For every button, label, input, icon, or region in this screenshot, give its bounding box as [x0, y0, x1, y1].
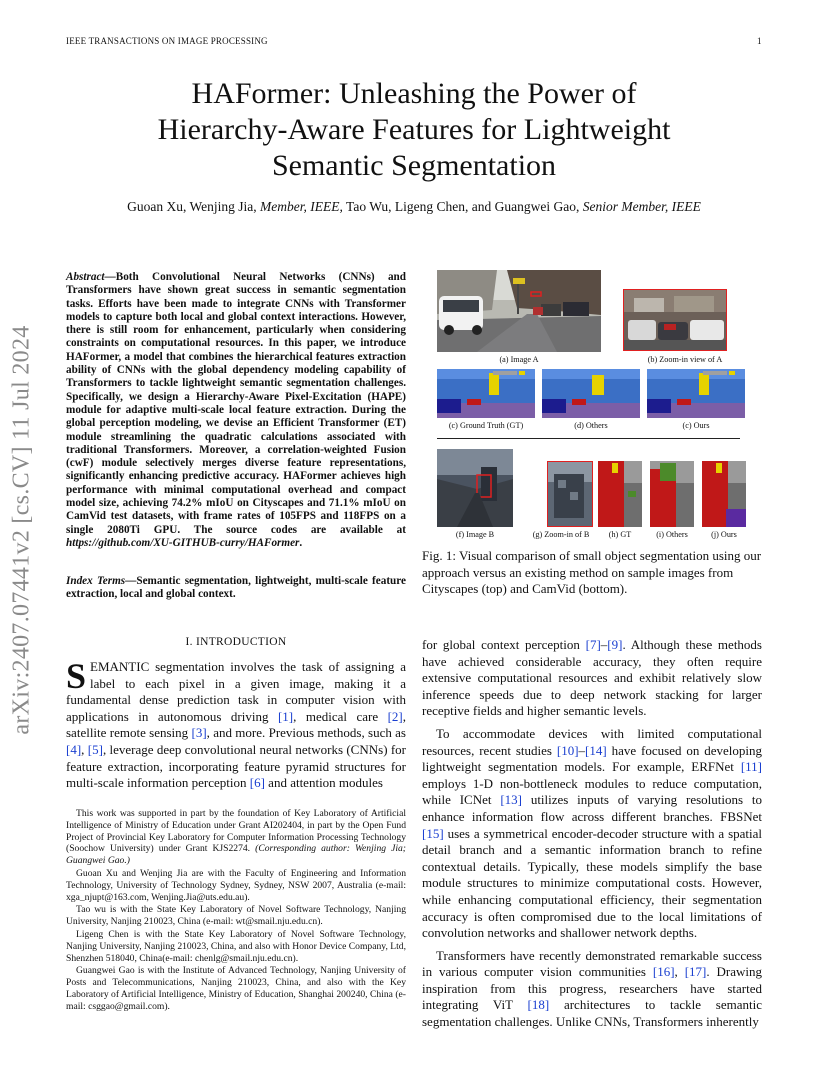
body-text: ,	[674, 964, 685, 980]
sublabel-j: (j) Ours	[711, 530, 737, 539]
footnote-affiliation: Guoan Xu and Wenjing Jia are with the Faculty of Engineering and Information Technology, University of Technology Sydney, Sydney, NSW 2007, Australia (e-mail: xga_njupt@163.com, Wenjing.Jia@uts.edu.au).	[66, 867, 406, 903]
body-text: employs 1-D non-bottleneck modules to reduce computation, while ICNet	[422, 775, 762, 808]
body-text: . Drawing inspiration from this progress, researchers have started integrating ViT	[422, 964, 762, 1013]
citation[interactable]: [3]	[191, 725, 207, 741]
intro-text: , leverage deep convolutional neural networks (CNNs) for feature extraction, incorporating feature pyramid structures for multi-scale information perception	[66, 741, 407, 791]
body-text: architectures to tackle semantic segmentation challenges. Unlike CNNs, Transformers inherently	[422, 997, 762, 1030]
running-header: IEEE TRANSACTIONS ON IMAGE PROCESSING	[66, 36, 268, 46]
body-text: To accommodate devices with limited computational resources, recent studies	[422, 725, 762, 758]
citation[interactable]: [4]	[66, 741, 82, 757]
sublabel-f: (f) Image B	[455, 530, 495, 539]
seg-others-a	[542, 369, 640, 418]
footnote-corresponding: (Corresponding author: Wenjing Jia; Guangwei Gao.)	[66, 843, 406, 867]
author-names: Guoan Xu, Wenjing Jia,	[127, 199, 261, 214]
citation[interactable]: [16]	[652, 964, 675, 980]
citation[interactable]: [1]	[277, 708, 294, 724]
seg-others-b	[650, 461, 694, 527]
segmentation-map	[650, 461, 694, 527]
citation[interactable]: [14]	[585, 742, 607, 758]
segmentation-map	[702, 461, 746, 527]
seg-gt-b	[598, 461, 642, 527]
abstract-end: .	[299, 536, 303, 549]
citation[interactable]: [18]	[527, 997, 550, 1013]
sublabel-b: (b) Zoom-in view of A	[647, 355, 723, 364]
image-f	[437, 449, 513, 527]
title-line: Semantic Segmentation	[271, 149, 557, 182]
sublabel-i: (i) Others	[656, 530, 688, 539]
footnotes	[66, 808, 406, 1014]
segmentation-map	[598, 461, 642, 527]
citation[interactable]: [5]	[87, 741, 103, 757]
footnote-text: This work was supported in part by the foundation of Key Laboratory of Artificial Intelligence of Ministry of Education under Grant AI202404, in part by the Open Fund Project of Provincial Key Laboratory for Computer Information Processing Technology (Soochow University) under Grant KJS2274.	[66, 808, 406, 855]
body-text: for global context perception	[422, 637, 586, 652]
abstract-label: Abstract	[66, 271, 105, 283]
intro-text: , medical care	[293, 708, 388, 724]
segmentation-map	[542, 369, 640, 418]
body-text: –	[578, 742, 586, 758]
body-text: utilizes inputs of varying resolutions to enhance information flow across different branches. FBSNet	[422, 792, 762, 824]
intro-paragraph	[66, 656, 407, 792]
image-a	[437, 270, 601, 352]
index-terms-text: —Semantic segmentation, lightweight, multi-scale feature extraction, local and global context.	[66, 575, 406, 601]
footnote-affiliation: Guangwei Gao is with the Institute of Advanced Technology, Nanjing University of Posts and Telecommunications, Nanjing 210023, China, and also with the Key Laboratory of Artificial Intelligence, Ministry of Education, Shanghai 200240, China (e-mail: csggao@gmail.com).	[66, 965, 406, 1012]
body-text: have focused on developing lightweight segmentation models. For example, ERFNet	[422, 742, 763, 775]
citation[interactable]: [13]	[500, 792, 522, 808]
sublabel-d: (d) Others	[574, 421, 608, 430]
author-role: Member, IEEE,	[260, 199, 343, 214]
segmentation-map	[647, 369, 745, 418]
citation[interactable]: [15]	[422, 825, 444, 841]
citation[interactable]: [10]	[556, 742, 579, 758]
body-text: . Although these methods have achieved considerable accuracy, they often require extensive computational resources and exhibit relatively slow inference speeds due to deep network stacking for larger receptive fields and higher semantic levels.	[422, 637, 762, 719]
figure-caption: Fig. 1: Visual comparison of small object segmentation using our approach versus an existing method on sample images from Cityscapes (top) and CamVid (bottom).	[422, 548, 762, 597]
citation[interactable]: [2]	[387, 708, 403, 724]
zoom-photo-a	[624, 290, 727, 351]
body-text: –	[600, 637, 608, 652]
abstract	[66, 271, 406, 550]
paper-title	[60, 76, 768, 184]
footnote-affiliation: Ligeng Chen is with the State Key Laboratory of Novel Software Technology, Nanjing University, Nanjing 210023, China, and also with Honor Device Company, Ltd, Shenzhen 518040, China(e-mail: chenlg@smail.nju.edu.cn).	[66, 928, 406, 964]
author-role: Senior Member, IEEE	[582, 199, 701, 214]
sublabel-g: (g) Zoom-in of B	[532, 530, 590, 539]
author-list	[40, 199, 788, 215]
right-column	[422, 637, 762, 1037]
abstract-text: —Both Convolutional Neural Networks (CNNs) and Transformers have shown great success in semantic segmentation tasks. Efforts have been made to integrate CNNs with Transformer models to capture both local and global context interactions. However, there is still room for enhancement, particularly when considering constraints on computational resources. In this paper, we introduce HAFormer, a model that combines the hierarchical features extraction ability of CNNs with the global dependency modeling capability of Transformers to tackle lightweight semantic segmentation challenges. Specifically, we design a Hierarchy-Aware Pixel-Excitation (HAPE) module for adaptive multi-scale local feature extraction. During the global perception modeling, we devise an Efficient Transformer (ET) module streamlining the quadratic calculations associated with traditional Transformers. Moreover, a correlation-weighted Fusion (cwF) module selectively merges diverse feature representations, significantly enhancing predictive accuracy. HAFormer achieves high performance with minimal computational overhead and compact model size, achieving 74.2% mIoU on Cityscapes and 71.1% mIoU on CamVid test datasets, with frame rates of 105FPS and 118FPS on a single 2080Ti GPU. The source codes are available at	[66, 271, 406, 536]
intro-text: , satellite remote sensing	[66, 708, 406, 741]
section-title: NTRODUCTION	[200, 636, 287, 648]
segmentation-map	[437, 369, 535, 418]
intro-text: , and more. Previous methods, such as	[206, 725, 406, 741]
title-line: HAFormer: Unleashing the Power of	[191, 77, 637, 110]
code-link[interactable]: https://github.com/XU-GITHUB-curry/HAFormer	[66, 536, 300, 549]
sublabel-e: (c) Ours	[682, 421, 710, 430]
section-heading	[66, 636, 406, 648]
drop-cap: S	[66, 656, 87, 696]
intro-lead: EMANTIC	[90, 659, 150, 674]
seg-ours-a	[647, 369, 745, 418]
index-terms	[66, 575, 406, 602]
citation[interactable]: [7]	[585, 637, 601, 652]
intro-text: ,	[81, 741, 88, 757]
paragraph	[422, 637, 762, 720]
author-names: Tao Wu, Ligeng Chen, and Guangwei Gao,	[342, 199, 583, 214]
citation[interactable]: [17]	[684, 964, 707, 980]
footnote-affiliation: Tao wu is with the State Key Laboratory of Novel Software Technology, Nanjing University, Nanjing 210023, China (e-mail: wt@smail.nju.edu.cn).	[66, 904, 406, 928]
paragraph	[422, 726, 762, 942]
paragraph	[422, 948, 762, 1031]
street-photo-a	[437, 270, 601, 352]
title-line: Hierarchy-Aware Features for Lightweight	[157, 113, 671, 146]
image-b-zoom	[623, 289, 727, 351]
page-number: 1	[757, 36, 762, 46]
intro-text: and attention modules	[264, 775, 383, 791]
seg-gt-a	[437, 369, 535, 418]
citation[interactable]: [9]	[607, 637, 623, 652]
arxiv-stamp: arXiv:2407.07441v2 [cs.CV] 11 Jul 2024	[8, 325, 35, 735]
figure-divider	[437, 438, 740, 439]
index-terms-label: Index Terms	[66, 575, 126, 587]
body-text: uses a symmetrical encoder-decoder structure with a spatial detail branch and a semantic information branch to refine contextual details. Typically, these models simplify the base module structures to minimize computational costs. However, while enhancing computational efficiency, their segmentation accuracy is often compromised due to the local limitations of convolution networks and shallower network depths.	[422, 825, 762, 941]
citation[interactable]: [6]	[249, 775, 265, 791]
image-g-zoom	[547, 461, 593, 527]
street-photo-b	[437, 449, 513, 527]
seg-ours-b	[702, 461, 746, 527]
sublabel-a: (a) Image A	[499, 355, 539, 364]
body-text: Transformers have recently demonstrated remarkable success in various computer vision communities	[422, 947, 762, 980]
citation[interactable]: [11]	[740, 759, 762, 775]
zoom-photo-b	[548, 462, 593, 527]
section-number: I.	[185, 636, 196, 648]
sublabel-h: (h) GT	[608, 530, 632, 539]
intro-text: segmentation involves the task of assigning a label to each pixel in a given image, making it a fundamental dense prediction task in computer vision with applications in autonomous driving	[66, 659, 406, 724]
footnote-funding	[66, 808, 406, 867]
sublabel-c: (c) Ground Truth (GT)	[448, 421, 524, 430]
section-first-letter: I	[195, 636, 201, 648]
